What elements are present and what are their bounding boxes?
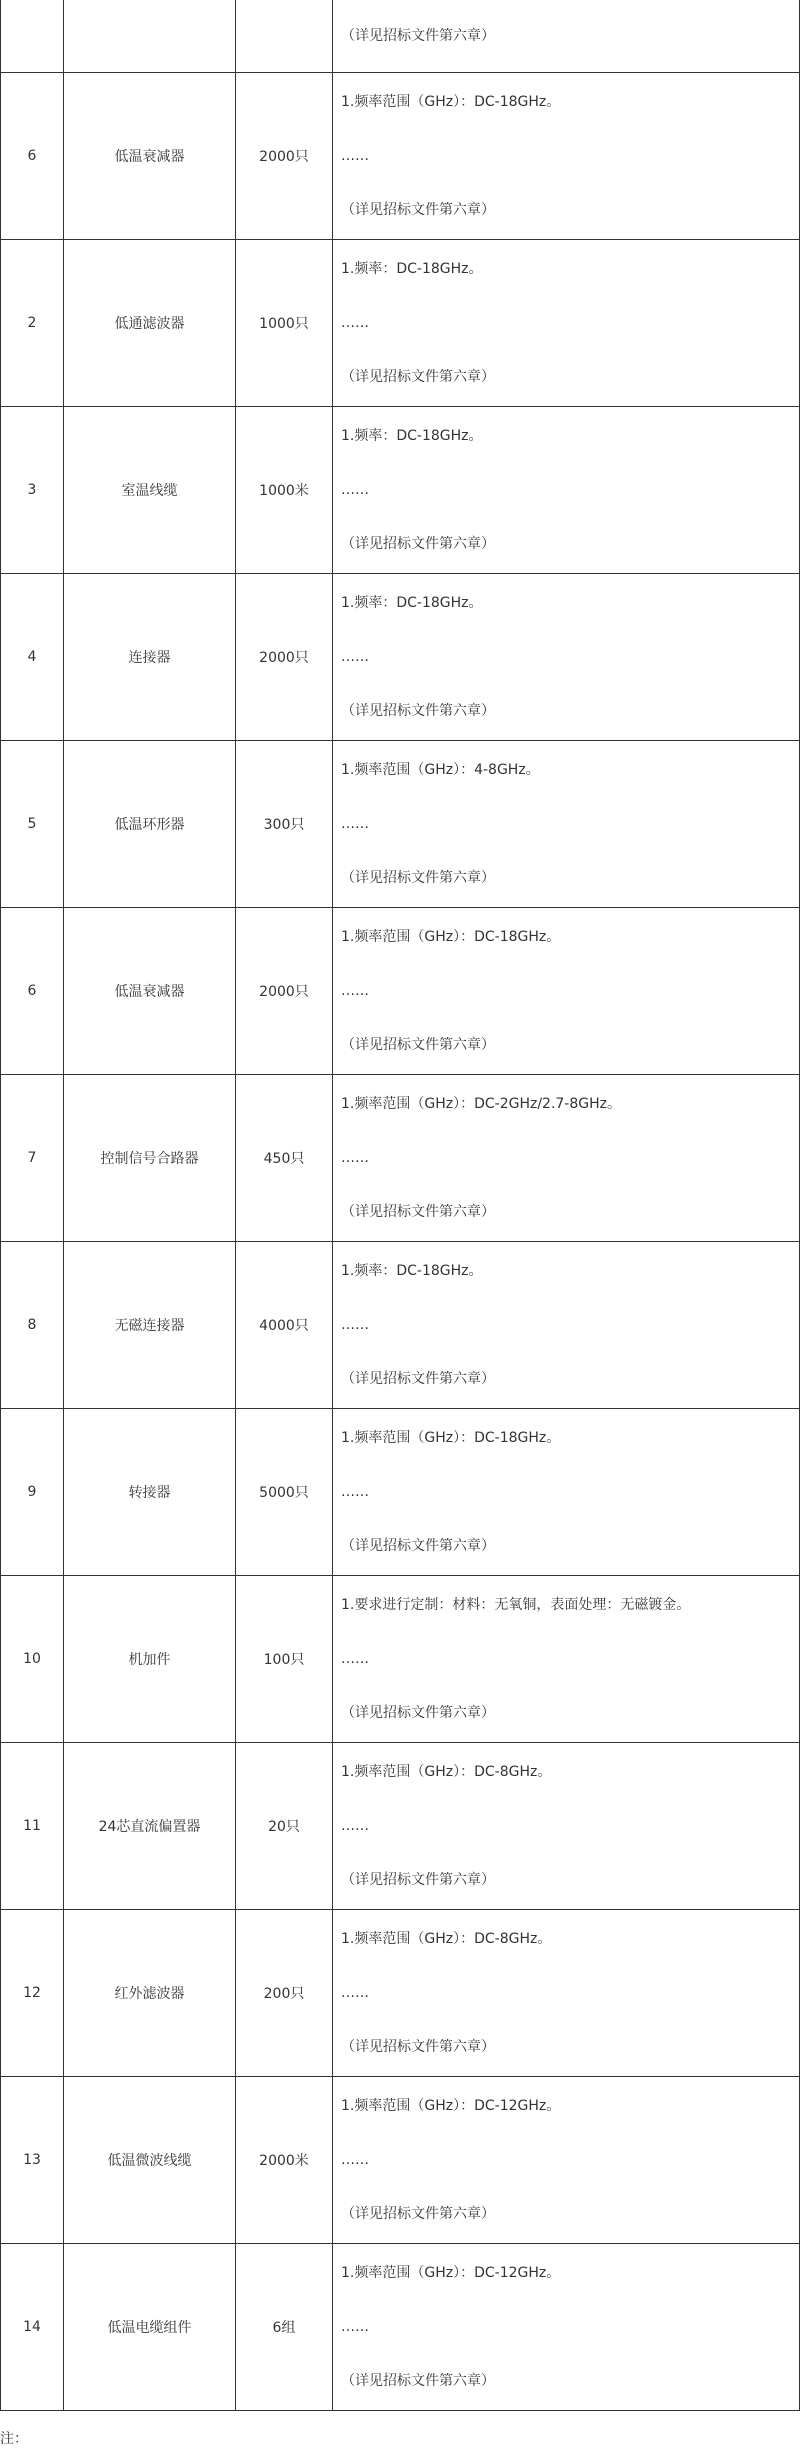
cell-no: 5 xyxy=(1,741,64,908)
spec-lines xyxy=(341,1244,793,1406)
cell-spec xyxy=(333,1409,800,1576)
cell-no: 2 xyxy=(1,240,64,407)
cell-qty: 20只 xyxy=(236,1743,333,1910)
cell-name: 无磁连接器 xyxy=(64,1242,236,1409)
spec-line: （详见招标文件第六章） xyxy=(341,1538,495,1554)
table-row xyxy=(1,1743,800,1910)
cell-spec xyxy=(333,2077,800,2244)
spec-lines xyxy=(341,242,793,404)
spec-line: 1.频率范围（GHz）：4-8GHz。 xyxy=(341,762,540,778)
spec-line: （详见招标文件第六章） xyxy=(341,870,495,886)
cell-name xyxy=(64,0,236,73)
spec-line: 1.频率：DC-18GHz。 xyxy=(341,261,483,277)
table-row xyxy=(1,1910,800,2077)
cell-no: 3 xyxy=(1,407,64,574)
spec-lines xyxy=(341,2246,793,2408)
spec-lines xyxy=(341,409,793,571)
cell-no: 7 xyxy=(1,1075,64,1242)
spec-lines xyxy=(341,9,793,63)
spec-line: …… xyxy=(341,1484,369,1500)
table-row xyxy=(1,407,800,574)
spec-line: （详见招标文件第六章） xyxy=(341,1872,495,1888)
table-row xyxy=(1,1576,800,1743)
spec-line: （详见招标文件第六章） xyxy=(341,2373,495,2389)
cell-name: 红外滤波器 xyxy=(64,1910,236,2077)
table-row xyxy=(1,741,800,908)
cell-spec xyxy=(333,240,800,407)
spec-line: 1.频率：DC-18GHz。 xyxy=(341,595,483,611)
spec-lines xyxy=(341,910,793,1072)
spec-line: （详见招标文件第六章） xyxy=(341,703,495,719)
cell-qty: 4000只 xyxy=(236,1242,333,1409)
cell-qty: 2000只 xyxy=(236,73,333,240)
spec-lines xyxy=(341,1411,793,1573)
cell-name: 低温环形器 xyxy=(64,741,236,908)
spec-lines xyxy=(341,1912,793,2074)
spec-line: …… xyxy=(341,649,369,665)
cell-qty: 1000只 xyxy=(236,240,333,407)
spec-line: 1.频率范围（GHz）：DC-2GHz/2.7-8GHz。 xyxy=(341,1096,621,1112)
cell-spec xyxy=(333,1242,800,1409)
cell-name: 连接器 xyxy=(64,574,236,741)
cell-spec xyxy=(333,908,800,1075)
cell-no: 6 xyxy=(1,908,64,1075)
spec-lines xyxy=(341,1077,793,1239)
cell-no: 6 xyxy=(1,73,64,240)
cell-qty: 200只 xyxy=(236,1910,333,2077)
cell-no xyxy=(1,0,64,73)
cell-qty: 6组 xyxy=(236,2244,333,2411)
cell-no: 11 xyxy=(1,1743,64,1910)
spec-line: 1.要求进行定制：材料：无氧铜，表面处理：无磁镀金。 xyxy=(341,1597,691,1613)
cell-name: 低温微波线缆 xyxy=(64,2077,236,2244)
table-row xyxy=(1,240,800,407)
cell-no: 9 xyxy=(1,1409,64,1576)
cell-spec xyxy=(333,1576,800,1743)
table-row xyxy=(1,2244,800,2411)
cell-no: 13 xyxy=(1,2077,64,2244)
cell-qty: 100只 xyxy=(236,1576,333,1743)
cell-name: 控制信号合路器 xyxy=(64,1075,236,1242)
cell-spec xyxy=(333,2244,800,2411)
spec-line: 1.频率：DC-18GHz。 xyxy=(341,1263,483,1279)
table-row xyxy=(1,1242,800,1409)
spec-line: 1.频率：DC-18GHz。 xyxy=(341,428,483,444)
cell-no: 4 xyxy=(1,574,64,741)
spec-line: 1.频率范围（GHz）：DC-18GHz。 xyxy=(341,929,561,945)
cell-qty: 2000只 xyxy=(236,908,333,1075)
spec-line: 1.频率范围（GHz）：DC-8GHz。 xyxy=(341,1931,552,1947)
cell-spec xyxy=(333,1910,800,2077)
spec-line: …… xyxy=(341,1651,369,1667)
spec-line: 1.频率范围（GHz）：DC-12GHz。 xyxy=(341,2265,561,2281)
table-row xyxy=(1,73,800,240)
cell-qty xyxy=(236,0,333,73)
spec-line: …… xyxy=(341,482,369,498)
table-row xyxy=(1,2077,800,2244)
spec-line: （详见招标文件第六章） xyxy=(341,2039,495,2055)
note-label: 注： xyxy=(0,2431,28,2447)
spec-line: …… xyxy=(341,1818,369,1834)
cell-spec xyxy=(333,0,800,73)
spec-line: 1.频率范围（GHz）：DC-18GHz。 xyxy=(341,1430,561,1446)
spec-line: （详见招标文件第六章） xyxy=(341,27,495,44)
cell-qty: 2000米 xyxy=(236,2077,333,2244)
procurement-table-body xyxy=(1,0,800,2411)
table-row xyxy=(1,574,800,741)
cell-name: 转接器 xyxy=(64,1409,236,1576)
spec-lines xyxy=(341,1578,793,1740)
table-row xyxy=(1,1409,800,1576)
spec-line: （详见招标文件第六章） xyxy=(341,2206,495,2222)
cell-name: 低温电缆组件 xyxy=(64,2244,236,2411)
table-row xyxy=(1,1075,800,1242)
spec-line: 1.频率范围（GHz）：DC-18GHz。 xyxy=(341,94,561,110)
cell-name: 机加件 xyxy=(64,1576,236,1743)
spec-line: （详见招标文件第六章） xyxy=(341,536,495,552)
cell-spec xyxy=(333,1743,800,1910)
spec-line: （详见招标文件第六章） xyxy=(341,202,495,218)
spec-line: （详见招标文件第六章） xyxy=(341,1371,495,1387)
cell-qty: 450只 xyxy=(236,1075,333,1242)
spec-lines xyxy=(341,1745,793,1907)
cell-spec xyxy=(333,73,800,240)
cell-name: 低通滤波器 xyxy=(64,240,236,407)
spec-lines xyxy=(341,743,793,905)
spec-line: …… xyxy=(341,2319,369,2335)
spec-line: （详见招标文件第六章） xyxy=(341,1204,495,1220)
spec-line: （详见招标文件第六章） xyxy=(341,369,495,385)
spec-line: …… xyxy=(341,2152,369,2168)
cell-no: 8 xyxy=(1,1242,64,1409)
cell-qty: 1000米 xyxy=(236,407,333,574)
cell-spec xyxy=(333,407,800,574)
cell-qty: 5000只 xyxy=(236,1409,333,1576)
spec-line: …… xyxy=(341,1317,369,1333)
cell-spec xyxy=(333,574,800,741)
cell-qty: 2000只 xyxy=(236,574,333,741)
table-row xyxy=(1,908,800,1075)
spec-lines xyxy=(341,576,793,738)
cell-name: 室温线缆 xyxy=(64,407,236,574)
spec-line: 1.频率范围（GHz）：DC-12GHz。 xyxy=(341,2098,561,2114)
spec-line: …… xyxy=(341,1150,369,1166)
table-row-partial xyxy=(1,0,800,73)
cell-name: 低温衰减器 xyxy=(64,73,236,240)
cell-spec xyxy=(333,1075,800,1242)
spec-line: …… xyxy=(341,816,369,832)
cell-no: 14 xyxy=(1,2244,64,2411)
cell-name: 低温衰减器 xyxy=(64,908,236,1075)
spec-line: （详见招标文件第六章） xyxy=(341,1705,495,1721)
cell-no: 10 xyxy=(1,1576,64,1743)
cell-name: 24芯直流偏置器 xyxy=(64,1743,236,1910)
spec-line: …… xyxy=(341,148,369,164)
spec-line: 1.频率范围（GHz）：DC-8GHz。 xyxy=(341,1764,552,1780)
cell-spec xyxy=(333,741,800,908)
spec-line: （详见招标文件第六章） xyxy=(341,1037,495,1053)
spec-lines xyxy=(341,2079,793,2241)
spec-lines xyxy=(341,75,793,237)
spec-line: …… xyxy=(341,1985,369,2001)
cell-no: 12 xyxy=(1,1910,64,2077)
spec-line: …… xyxy=(341,315,369,331)
spec-line: …… xyxy=(341,983,369,999)
cell-qty: 300只 xyxy=(236,741,333,908)
